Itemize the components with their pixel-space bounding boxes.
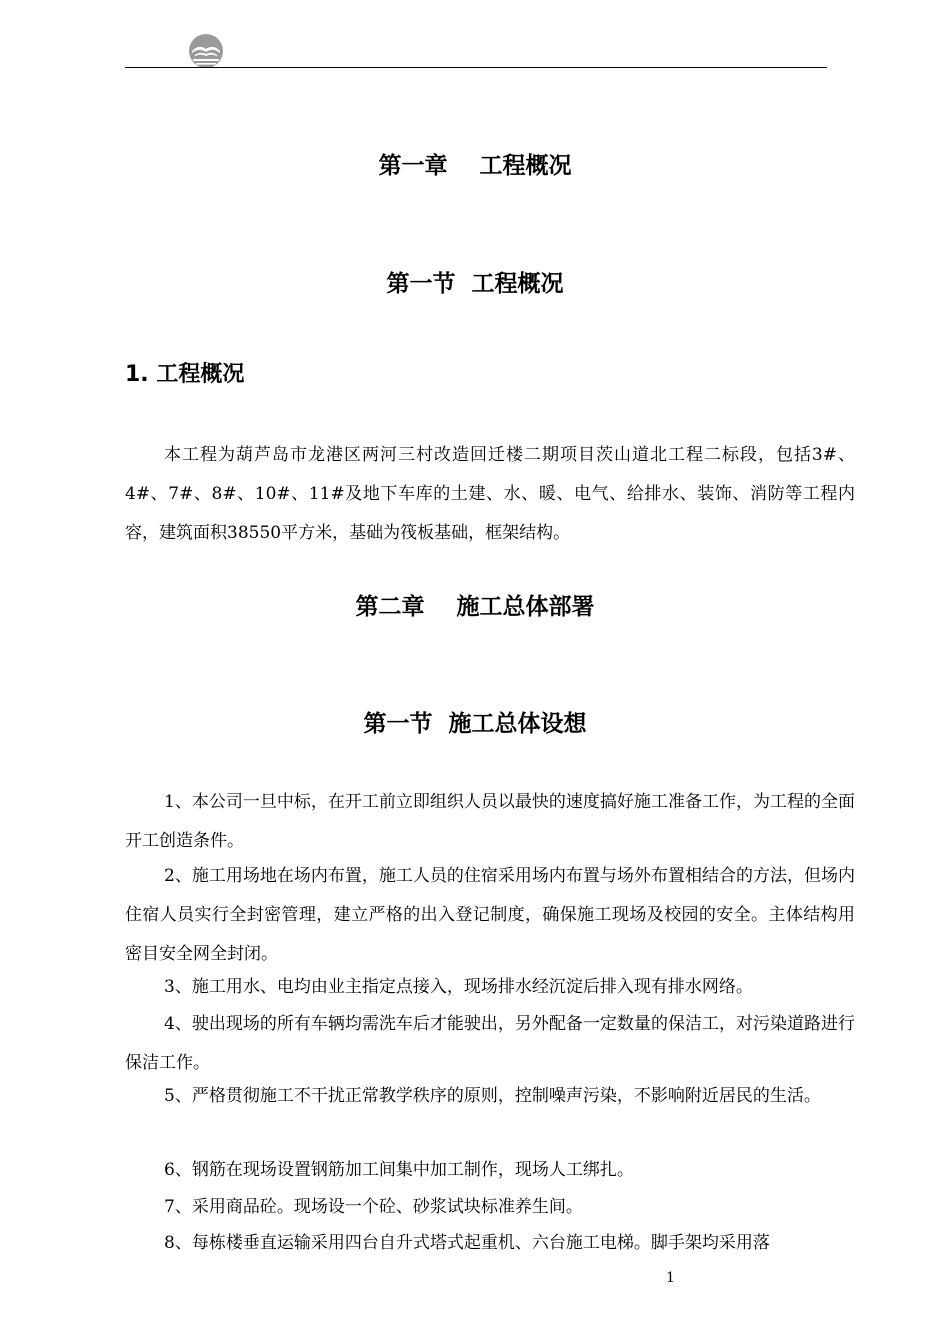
overview-paragraph: 本工程为葫芦岛市龙港区两河三村改造回迁楼二期项目茨山道北工程二标段，包括3#、4#、7#、8#、10#、11#及地下车库的土建、水、暖、电气、给排水、装饰、消防等工程内容，建筑面积38550平方米，基础为筏板基础，框架结构。	[125, 445, 855, 543]
list-item-1: 1、本公司一旦中标，在开工前立即组织人员以最快的速度搞好施工准备工作，为工程的全面开工创造条件。	[125, 792, 855, 851]
page-number: 1	[666, 1270, 675, 1286]
chapter-2-title: 第二章 施工总体部署	[355, 594, 595, 620]
list-item-5: 5、严格贯彻施工不干扰正常教学秩序的原则，控制噪声污染，不影响附近居民的生活。	[164, 1086, 821, 1106]
chapter-1-title: 第一章 工程概况	[378, 153, 572, 179]
chapter-2-section-1-title: 第一节 施工总体设想	[363, 711, 587, 737]
list-item-4: 4、驶出现场的所有车辆均需洗车后才能驶出，另外配备一定数量的保洁工，对污染道路进行保洁工作。	[125, 1014, 855, 1073]
subsection-1-title: 1. 工程概况	[125, 362, 245, 387]
company-logo	[187, 34, 225, 68]
list-item-8: 8、每栋楼垂直运输采用四台自升式塔式起重机、六台施工电梯。脚手架均采用落	[164, 1233, 770, 1253]
list-item-6: 6、钢筋在现场设置钢筋加工间集中加工制作，现场人工绑扎。	[164, 1160, 634, 1180]
list-item-3: 3、施工用水、电均由业主指定点接入，现场排水经沉淀后排入现有排水网络。	[164, 977, 753, 997]
list-item-2: 2、施工用场地在场内布置，施工人员的住宿采用场内布置与场外布置相结合的方法，但场内住宿人员实行全封密管理，建立严格的出入登记制度，确保施工现场及校园的安全。主体结构用密目安全网全封闭。	[125, 866, 855, 964]
header-rule	[125, 67, 827, 68]
chapter-1-section-1-title: 第一节 工程概况	[386, 271, 564, 297]
list-item-7: 7、采用商品砼。现场设一个砼、砂浆试块标准养生间。	[164, 1197, 583, 1217]
book-emblem-icon	[187, 34, 225, 68]
